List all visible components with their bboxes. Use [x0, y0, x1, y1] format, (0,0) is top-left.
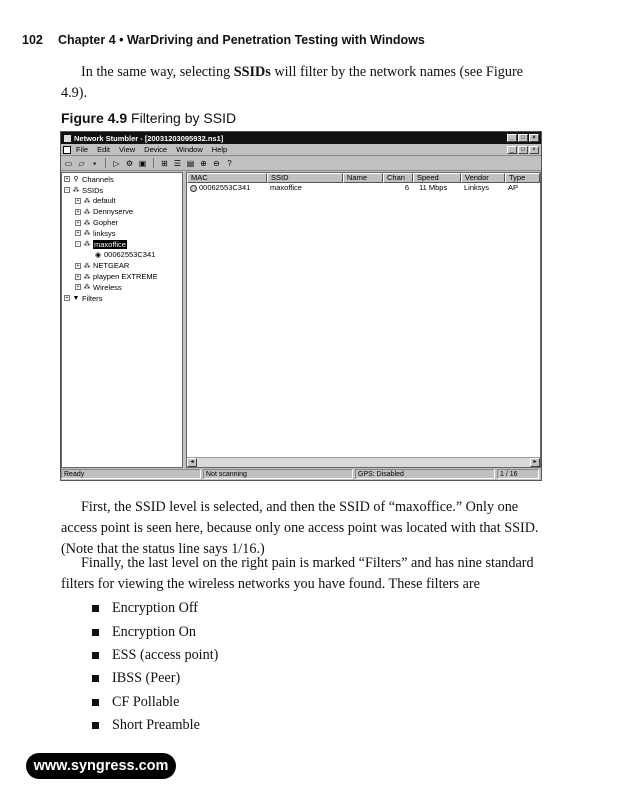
page-header	[22, 33, 425, 47]
intro-bold-ssids: SSIDs	[233, 64, 271, 80]
cell-mac	[187, 183, 267, 193]
tree-item-label: playpen EXTREME	[93, 272, 158, 282]
expand-icon[interactable]: +	[76, 273, 80, 280]
window-titlebar	[61, 132, 541, 144]
cell-ssid: maxoffice	[270, 183, 302, 192]
list-pane[interactable]	[186, 172, 541, 468]
intro-text-end: will filter by the network names (see Figure 4.9).	[61, 64, 523, 101]
column-type[interactable]: Type	[505, 173, 540, 183]
details-view-icon[interactable]: ▤	[186, 158, 195, 168]
tree-item[interactable]	[62, 293, 182, 304]
scroll-right-arrow-icon[interactable]: ▸	[530, 458, 540, 467]
bullet-icon	[92, 699, 99, 706]
paragraph-ssid-selection: First, the SSID level is selected, and then the SSID of “maxoffice.” Only one access point is seen here, because only one access point was located with that SSID. (Note that the status line says 1/16.)	[61, 499, 539, 557]
paragraph-filters: Finally, the last level on the right pain is marked “Filters” and has nine standard filters for viewing the wireless networks you have found. These filters are	[61, 555, 534, 592]
cell-speed: 11 Mbps	[419, 183, 448, 192]
bullet-icon	[92, 605, 99, 612]
document-icon[interactable]	[63, 146, 71, 154]
list-item	[92, 667, 218, 690]
play-scan-icon[interactable]: ▷	[113, 158, 120, 168]
menu-window[interactable]: Window	[176, 145, 203, 154]
list-item-text: CF Pollable	[112, 693, 180, 710]
list-item-text: ESS (access point)	[112, 646, 219, 663]
tree-item[interactable]	[62, 174, 182, 185]
column-speed[interactable]: Speed	[413, 173, 461, 183]
collapse-icon[interactable]: -	[64, 187, 70, 193]
tree-item-label: Dennyserve	[93, 207, 134, 217]
bullet-icon	[92, 652, 99, 659]
tree-item-label: Filters	[82, 293, 103, 303]
collapse-icon[interactable]: -	[75, 241, 81, 247]
filter-icon: ▼	[72, 294, 80, 302]
antenna-icon: ⚲	[73, 176, 79, 184]
list-item	[92, 597, 218, 620]
bullet-icon	[92, 675, 99, 682]
figure-caption	[61, 110, 236, 126]
auto-config-icon[interactable]: ⚙	[125, 158, 134, 168]
new-file-icon[interactable]: ▭	[64, 158, 73, 168]
access-point-icon: ◉	[94, 251, 102, 259]
minimize-button[interactable]: _	[507, 134, 517, 142]
tree-item-label: SSIDs	[82, 185, 104, 195]
expand-icon[interactable]: +	[76, 219, 80, 226]
open-file-icon[interactable]: ▱	[78, 158, 85, 168]
close-button[interactable]: ×	[529, 134, 539, 142]
tree-item[interactable]	[62, 185, 182, 196]
doc-close-button[interactable]: ×	[529, 146, 539, 154]
menu-edit[interactable]: Edit	[97, 145, 111, 154]
menu-view[interactable]: View	[119, 145, 136, 154]
bullet-icon	[92, 722, 99, 729]
tree-item-label: NETGEAR	[93, 261, 130, 271]
status-gps: GPS: Disabled	[355, 469, 495, 479]
network-icon: ⁂	[83, 208, 91, 216]
network-icon: ⁂	[83, 273, 91, 281]
tree-view-icon[interactable]: ⊞	[161, 158, 168, 168]
cell-type: AP	[508, 183, 519, 192]
window-title: Network Stumbler - [20031203095932.ns1]	[74, 133, 224, 143]
column-chan[interactable]: Chan	[383, 173, 413, 183]
tree-item-label: maxoffice	[94, 239, 126, 249]
column-name[interactable]: Name	[343, 173, 383, 183]
doc-minimize-button[interactable]: _	[507, 146, 517, 154]
menu-bar	[61, 144, 541, 156]
tree-item[interactable]	[62, 239, 182, 250]
chapter-title: Chapter 4 • WarDriving and Penetration Testing with Windows	[58, 33, 425, 47]
tree-connector	[86, 252, 92, 258]
tree-item-label: Wireless	[93, 282, 122, 292]
network-icon: ⁂	[72, 187, 80, 195]
figure-title: Filtering by SSID	[131, 110, 237, 126]
tree-item[interactable]	[62, 228, 182, 239]
column-mac[interactable]: MAC	[187, 173, 267, 183]
zoom-out-icon[interactable]: ⊖	[213, 158, 220, 168]
toolbar-separator	[105, 158, 106, 168]
list-item-text: Short Preamble	[112, 717, 200, 734]
help-icon[interactable]: ?	[227, 158, 232, 168]
tree-item-label: Gopher	[93, 218, 119, 228]
zoom-in-icon[interactable]: ⊕	[200, 158, 207, 168]
maximize-button[interactable]: □	[518, 134, 528, 142]
status-scanning: Not scanning	[203, 469, 353, 479]
network-icon: ⁂	[83, 219, 91, 227]
app-icon	[64, 135, 71, 142]
expand-icon[interactable]: +	[65, 176, 69, 183]
list-header	[187, 173, 540, 183]
doc-restore-button[interactable]: □	[518, 146, 528, 154]
cell-name	[343, 183, 383, 193]
figure-label: Figure 4.9	[61, 110, 128, 126]
toolbar	[61, 156, 541, 171]
tree-pane[interactable]	[61, 172, 183, 468]
scroll-lock-icon[interactable]: ▣	[138, 158, 147, 168]
tree-item[interactable]	[62, 260, 182, 271]
column-vendor[interactable]: Vendor	[461, 173, 505, 183]
toolbar-separator	[153, 158, 154, 168]
intro-text-start: In the same way, selecting	[81, 64, 234, 80]
main-panes	[61, 172, 541, 468]
menu-file[interactable]: File	[76, 145, 89, 154]
filter-list	[92, 597, 218, 737]
list-item	[92, 691, 218, 714]
column-ssid[interactable]: SSID	[267, 173, 343, 183]
footer-url[interactable]: www.syngress.com	[26, 753, 176, 779]
status-count: 1 / 16	[497, 469, 539, 479]
cell-mac-text: 00062553C341	[199, 183, 251, 192]
menu-device[interactable]: Device	[144, 145, 168, 154]
expand-icon[interactable]: +	[76, 262, 80, 269]
expand-icon[interactable]: +	[76, 284, 80, 291]
status-ready: Ready	[61, 469, 201, 479]
access-point-icon	[190, 185, 197, 192]
cell-vendor: Linksys	[464, 183, 490, 192]
menu-help[interactable]: Help	[211, 145, 228, 154]
list-item	[92, 644, 218, 667]
network-icon: ⁂	[83, 197, 91, 205]
tree-item-label: linksys	[93, 228, 116, 238]
list-item	[92, 714, 218, 737]
horizontal-scrollbar[interactable]	[187, 457, 540, 467]
expand-icon[interactable]: +	[76, 197, 80, 204]
tree-item[interactable]	[62, 206, 182, 217]
network-icon: ⁂	[83, 262, 91, 270]
bullet-icon	[92, 629, 99, 636]
list-item-text: Encryption On	[112, 623, 196, 640]
page-number: 102	[22, 33, 43, 47]
intro-paragraph	[61, 62, 541, 104]
expand-icon[interactable]: +	[76, 230, 80, 237]
network-icon: ⁂	[83, 230, 91, 238]
network-icon: ⁂	[83, 241, 91, 249]
netstumbler-window	[60, 131, 542, 481]
scroll-left-arrow-icon[interactable]: ◂	[187, 458, 197, 467]
tree-item-label: Channels	[82, 174, 114, 184]
list-item-text: IBSS (Peer)	[112, 670, 181, 687]
expand-icon[interactable]: +	[76, 208, 80, 215]
table-row[interactable]	[187, 183, 540, 193]
tree-item[interactable]	[62, 217, 182, 228]
tree-item[interactable]	[62, 271, 182, 282]
save-icon[interactable]: ▪	[93, 158, 96, 168]
tree-item-label: default	[93, 196, 116, 206]
cell-chan: 6	[404, 183, 409, 192]
list-item	[92, 620, 218, 643]
list-item-text: Encryption Off	[112, 600, 199, 617]
list-view-icon[interactable]: ☰	[173, 158, 182, 168]
tree-item[interactable]	[62, 250, 182, 261]
tree-item[interactable]	[62, 196, 182, 207]
network-icon: ⁂	[83, 284, 91, 292]
status-bar	[61, 468, 541, 480]
expand-icon[interactable]: +	[65, 295, 69, 302]
tree-item-label: 00062553C341	[104, 250, 156, 260]
tree-item[interactable]	[62, 282, 182, 293]
